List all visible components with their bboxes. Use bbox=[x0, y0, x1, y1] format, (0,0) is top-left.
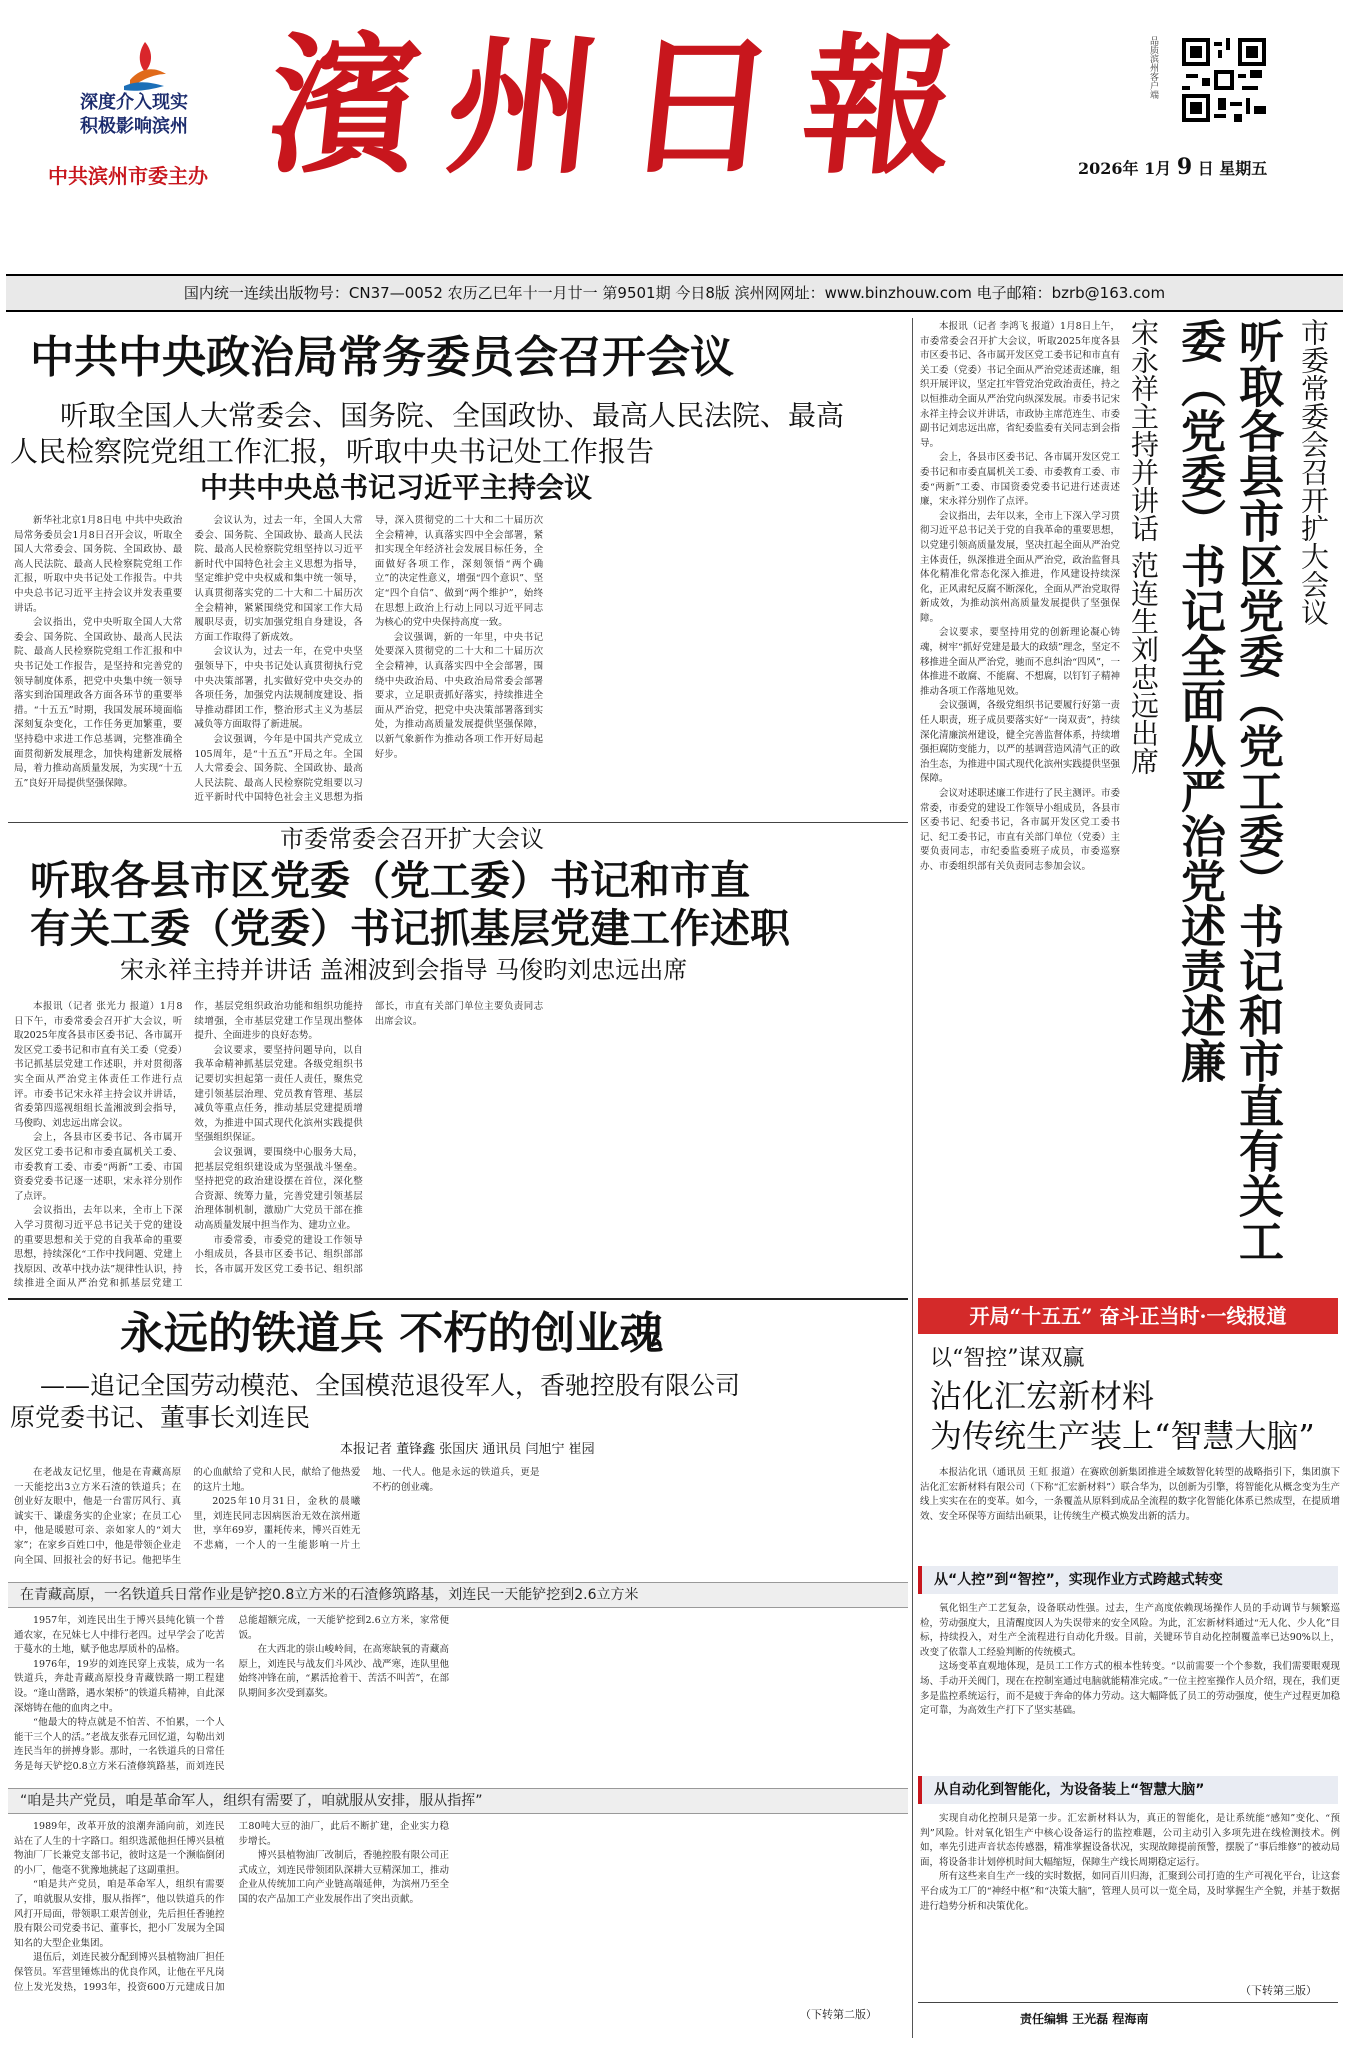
newspaper-title: 濱州日報 bbox=[260, 19, 992, 195]
masthead-rule-bottom bbox=[6, 310, 1343, 312]
article3-section-2-body bbox=[920, 1812, 1340, 1980]
paragraph: 会议指出，去年以来，全市上下深入学习贯彻习近平总书记关于党的建设的重要思想和关于党的自我革命的重要思想，持续深化“工作中找问题、党建上找原因、改革中找办法”规律性认识，持续推进全面从严治党和抓基层党建工作，基层党组织政治功能和组织功能持续增强，全市基层党建工作呈现出整体提升、全面进步的良好态势。 bbox=[14, 1001, 363, 1290]
paragraph: 在大西北的崇山峻岭间，在高寒缺氧的青藏高原上，刘连民与战友们斗风沙、战严寒，连队里他始终冲锋在前，“累活抢着干、苦活不叫苦”，在部队期间多次受到嘉奖。 bbox=[238, 1644, 449, 1699]
right-feature-headline: 听取各县市区党委（党工委）书记和市直有关工委（党委）书记全面从严治党述责述廉 bbox=[1173, 318, 1284, 1263]
series-banner-text: 开局“十五五” 奋斗正当时·一线报道 bbox=[969, 1304, 1287, 1328]
paragraph: 1957年，刘连民出生于博兴县纯化镇一个普通农家，在兄妹七人中排行老四。过早学会了吃苦于蔓水的土地，赋予他忠厚质朴的品格。 bbox=[14, 1615, 225, 1656]
article3-headline-1: 沾化汇宏新材料 bbox=[930, 1377, 1155, 1415]
article2-columns bbox=[14, 1000, 904, 1292]
article3-kicker: 以“智控”谋双赢 bbox=[930, 1346, 1085, 1371]
article3-section-2: 从自动化到智能化，为设备装上“智慧大脑” bbox=[918, 1776, 1338, 1804]
paragraph: “咱是共产党员，咱是革命军人，组织有需要了，咱就服从安排，服从指挥”，他以铁道兵的作风打开局面，带领职工艰苦创业，先后担任香驰控股有限公司党委书记、董事长，把小厂发展为全国知名的大型企业集团。 bbox=[14, 1879, 225, 1949]
qr-caption: 品质滨州客户端 bbox=[1148, 36, 1158, 99]
qr-code bbox=[1182, 38, 1266, 122]
article3-section1-paragraph: 这场变革直观地体现，是员工工作方式的根本性转变。“以前需要一个个参数，我们需要眼观现场、手动开关阀门，现在在控制室通过电脑就能精准完成。”一位主控室操作人员介绍，现在，我们更多是监控系统运行，而不是疲于奔命的体力劳动。这大幅降低了员工的劳动强度，使生产过程更加稳定可靠，为高效生产打下了坚实基础。 bbox=[920, 1661, 1340, 1717]
rule-article2-bottom bbox=[8, 1298, 908, 1300]
paragraph: 会议认为，过去一年，在党中央坚强领导下，中央书记处认真贯彻执行党中央决策部署，扎实做好党中央交办的各项任务，加强党内法规制度建设、指导推动群团工作，整治形式主义为基层减负等方面取得了新进展。 bbox=[194, 646, 363, 731]
article4-quote-2: “咱是共产党员，咱是革命军人，组织有需要了，咱就服从安排，服从指挥” bbox=[8, 1788, 908, 1814]
info-bar: 国内统一连续出版物号：CN37—0052 农历乙巳年十一月廿一 第9501期 今日8版 滨州网网址：www.binzhouw.com 电子邮箱：bzrb@163.com bbox=[6, 276, 1343, 310]
paragraph: 会议指出，去年以来，全市上下深入学习贯彻习近平总书记关于党的自我革命的重要思想，以党建引领高质量发展，坚决扛起全面从严治党主体责任，纵深推进全面从严治党，政治监督具体化精准化常态化深入推进，作风建设持续深化，正风肃纪反腐不断深化，全面从严治党取得新成效，为推动滨州高质量发展提供了坚强保障。 bbox=[920, 510, 1120, 624]
paragraph: 会议认为，过去一年，全国人大常委会、国务院、全国政协、最高人民法院、最高人民检察院党组坚持以习近平新时代中国特色社会主义思想为指导，坚定维护党中央权威和集中统一领导，认真贯彻落实党的二十大和二十届历次全会精神，紧紧围绕党和国家工作大局履职尽责，切实加强党组自身建设，各方面工作取得了新成效。 bbox=[194, 515, 363, 643]
article4-subhead-2: 原党委书记、董事长刘连民 bbox=[10, 1403, 311, 1432]
paragraph: 会上，各县市区委书记、各市属开发区党工委书记和市委直属机关工委、市委教育工委、市委“两新”工委、市国资委党委书记逐一述职，宋永祥分别作了点评。 bbox=[14, 1132, 183, 1202]
paragraph: 会议强调，新的一年里，中央书记处要深入贯彻党的二十大和二十届历次全会精神，认真落实四中全会部署，围绕中央政治局、中央政治局常委会部署要求，立足职责抓好落实，持续推进全面从严治党，把党中央决策部署落到实处，为推动高质量发展提供坚强保障，以新气象新作为推动各项工作开好局起好步。 bbox=[374, 631, 544, 760]
article3-section1-paragraph: 氧化铝生产工艺复杂，设备联动性强。过去，生产高度依赖现场操作人员的手动调节与频繁巡检，劳动强度大，且清醒度因人为失误带来的安全风险。为此，汇宏新材料通过“无人化、少人化”目标，持续投入，对生产全流程进行自动化升级。目前，关键环节自动化控制覆盖率已达90%以上，改变了依靠人工经验判断的传统模式。 bbox=[920, 1603, 1340, 1658]
paragraph: 退伍后，刘连民被分配到博兴县植物油厂担任保管员。军营里锤炼出的优良作风，让他在平凡岗位上发光发热，1993年，投资600万元建成日加工80吨大豆的油厂，此后不断扩建，企业实力稳步增长。 bbox=[14, 1821, 449, 1993]
article4-subhead-1: ——追记全国劳动模范、全国模范退役军人，香驰控股有限公司 bbox=[40, 1371, 741, 1400]
paragraph: 会议强调，各级党组织书记要履行好第一责任人职责，班子成员要落实好“一岗双责”，持续深化清廉滨州建设，健全完善监督体系，持续增强拒腐防变能力，以严的基调营造风清气正的政治生态，为推进中国式现代化滨州实践提供坚强保障。 bbox=[920, 700, 1120, 785]
date-weekday: 日 星期五 bbox=[1197, 159, 1268, 178]
date-year: 2026年 bbox=[1078, 159, 1139, 178]
paragraph: 会议对述职述廉工作进行了民主测评。市委常委，市委党的建设工作领导小组成员，各县市区委书记、纪委书记，各市属开发区党工委书记、纪工委书记，市直有关部门单位（党委）主要负责同志，市纪委监委班子成员，市委巡察办、市委组织部有关负责同志参加会议。 bbox=[920, 788, 1120, 872]
article4-columns-3 bbox=[14, 1820, 898, 2002]
right-feature-sub: 宋永祥主持并讲话 范连生刘忠远出席 bbox=[1127, 318, 1160, 775]
article4-byline: 本报记者 董锋鑫 张国庆 通讯员 闫旭宁 崔园 bbox=[340, 1442, 595, 1457]
paragraph: 本报讯（记者 李鸿飞 报道）1月8日上午，市委常委会召开扩大会议，听取2025年度各县市区委书记、各市属开发区党工委书记和市直有关工委（党委）书记全面从严治党述责述廉，组织开展评议，坚定扛牢管党治党政治责任，持之以恒推动全面从严治党向纵深发展。市委书记宋永祥主持会议并讲话，市政协主席范连生、市委副书记刘忠远出席，省纪委监委有关同志到会指导。 bbox=[920, 321, 1120, 449]
right-feature-kicker: 市委常委会召开扩大会议 bbox=[1297, 318, 1330, 626]
paragraph: 会议强调，要围绕中心服务大局，把基层党组织建设成为坚强战斗堡垒。坚持把党的政治建设摆在首位，深化整合资源、统筹力量，完善党建引领基层治理体制机制，激励广大党员干部在推动高质量发展中担当作为、建功立业。 bbox=[194, 1146, 363, 1231]
article2-subhead: 宋永祥主持并讲话 盖湘波到会指导 马俊昀刘忠远出席 bbox=[120, 956, 688, 984]
paragraph: 会议要求，要坚持问题导向，以自我革命精神抓基层党建。各级党组织书记要切实担起第一责任人责任，聚焦党建引领基层治理、党员教育管理、基层减负等重点任务，推动基层党建提质增效，为推进中国式现代化滨州实践提供坚强组织保证。 bbox=[194, 1044, 363, 1144]
paragraph: 会议指出，党中央听取全国人大常委会、国务院、全国政协、最高人民法院、最高人民检察院党组工作汇报和中央书记处工作报告，是坚持和完善党的领导制度体系，把党中央集中统一领导落实到治国理政各方面各环节的重要举措。“十五五”时期，我国发展环境面临深刻复杂变化，工作任务更加繁重，要坚持稳中求进工作总基调，完整准确全面贯彻新发展理念，加快构建新发展格局，着力推动高质量发展，为实现“十五五”良好开局提供坚强保障。 bbox=[14, 617, 183, 789]
article3-section2-paragraph: 实现自动化控制只是第一步。汇宏新材料认为，真正的智能化，是让系统能“感知”变化、“预判”风险。针对氧化铝生产中核心设备运行的监控难题，公司主动引入多项先进在线检测技术。例如，率先引进声音状态传感器，精准掌握设备状况，实现故障提前预警，摆脱了“事后维修”的被动局面，将设备非计划停机时间大幅缩短，保障生产线长周期稳定运行。 bbox=[920, 1813, 1340, 1868]
article2-headline-1: 听取各县市区党委（党工委）书记和市直 bbox=[30, 857, 750, 904]
paragraph: 1989年，改革开放的浪潮奔涌向前，刘连民站在了人生的十字路口。组织选派他担任博兴县植物油厂厂长兼党支部书记，彼时这是一个濒临倒闭的小厂，他毫不犹豫地挑起了这副重担。 bbox=[14, 1821, 225, 1876]
lead-subhead-2: 人民检察院党组工作汇报，听取中央书记处工作报告 bbox=[10, 435, 655, 468]
article3-section-1-body bbox=[920, 1602, 1340, 1768]
article3-section2-paragraph: 所有这些来自生产一线的实时数据，如同百川归海，汇聚到公司打造的生产可视化平台，让这套平台成为工厂的“神经中枢”和“决策大脑”，管理人员可以一览全局，及时掌握生产全貌，并基于数据进行趋势分析和决策优化。 bbox=[920, 1871, 1340, 1912]
right-feature-column bbox=[920, 320, 1120, 1290]
lead-subhead-3: 中共中央总书记习近平主持会议 bbox=[200, 471, 593, 504]
paragraph: 1976年，19岁的刘连民穿上戎装，成为一名铁道兵，奔赴青藏高原投身青藏铁路一期工程建设。“逢山凿路，遇水架桥”的铁道兵精神，自此深深熔铸在他的血肉之中。 bbox=[14, 1658, 225, 1714]
article4-quote-1: 在青藏高原，一名铁道兵日常作业是铲挖0.8立方米的石渣修筑路基，刘连民一天能铲挖到2.6立方米 bbox=[8, 1582, 908, 1608]
article3-turn: （下转第三版） bbox=[1240, 1984, 1317, 1997]
paragraph: 本报讯（记者 张光力 报道）1月8日下午，市委常委会召开扩大会议，听取2025年度各县市区委书记、各市属开发区党工委书记和市直有关工委（党委）书记抓基层党建工作述职，并对贯彻落实全面从严治党主体责任工作进行点评。市委书记宋永祥主持会议并讲话，省委第四巡视组组长盖湘波到会指导，马俊昀、刘忠远出席会议。 bbox=[14, 1001, 183, 1129]
date-month: 1月 bbox=[1144, 159, 1172, 178]
paragraph: 新华社北京1月8日电 中共中央政治局常务委员会1月8日召开会议，听取全国人大常委会、国务院、全国政协、最高人民法院、最高人民检察院党组工作汇报，听取中央书记处工作报告。中共中央总书记习近平主持会议并发表重要讲话。 bbox=[14, 515, 183, 614]
column-divider bbox=[912, 318, 913, 1298]
article2-headline-2: 有关工委（党委）书记抓基层党建工作述职 bbox=[30, 905, 790, 952]
paragraph: 博兴县植物油厂改制后，香驰控股有限公司正式成立，刘连民带领团队深耕大豆精深加工，推动企业从传统加工向产业链高端延伸，为滨州乃至全国的农产品加工产业发展作出了突出贡献。 bbox=[238, 1850, 449, 1905]
issue-date bbox=[1078, 154, 1267, 180]
footer-editors: 责任编辑 王光磊 程海南 bbox=[1020, 2012, 1149, 2026]
article3-headline-2: 为传统生产装上“智慧大脑” bbox=[930, 1417, 1315, 1455]
paragraph: 会上，各县市区委书记、各市属开发区党工委书记和市委直属机关工委、市委教育工委、市委“两新”工委、市国资委党委书记进行述责述廉，宋永祥分别作了点评。 bbox=[920, 452, 1120, 508]
article4-headline: 永远的铁道兵 不朽的创业魂 bbox=[120, 1308, 664, 1359]
paragraph: 在老战友记忆里，他是在青藏高原一天能挖出3立方米石渣的铁道兵；在创业好友眼中，他是一台雷厉风行、真诚实干、谦虚务实的企业家；在员工心中，他是暖慰可亲、亲如家人的“刘大家”；在家乡百姓口中，他是带领企业走向全国、回报社会的好书记。他把毕生的心血献给了党和人民，献给了他热爱的这片土地。 bbox=[14, 1467, 361, 1566]
lead-headline: 中共中央政治局常务委员会召开会议 bbox=[30, 332, 734, 383]
article3-intro bbox=[920, 1466, 1340, 1560]
article2-kicker: 市委常委会召开扩大会议 bbox=[280, 825, 544, 853]
slogan-line-1: 深度介入现实 bbox=[80, 92, 188, 113]
paragraph: 2025年10月31日，金秋的晨曦里，刘连民同志因病医治无效在滨州逝世，享年69岁，噩耗传来，博兴百姓无不悲痛，一个人的一生能影响一片土地、一代人。他是永远的铁道兵，更是不朽的创业魂。 bbox=[193, 1467, 540, 1551]
masthead bbox=[0, 0, 1349, 205]
paragraph: 会议强调，今年是中国共产党成立105周年，是“十五五”开局之年。全国人大常委会、国务院、全国政协、最高人民法院、最高人民检察院党组要以习近平新时代中国特色社会主义思想为指导，深入贯彻党的二十大和二十届历次全会精神，认真落实四中全会部署，紧扣实现全年经济社会发展目标任务，全面做好各项工作，深刻领悟“两个确立”的决定性意义，增强“四个意识”、坚定“四个自信”、做到“两个维护”，始终在思想上政治上行动上同以习近平同志为核心的党中央保持高度一致。 bbox=[194, 515, 544, 804]
newspaper-logo bbox=[120, 40, 170, 92]
paragraph: 市委常委，市委党的建设工作领导小组成员，各县市区委书记、组织部部长，各市属开发区党工委书记、组织部部长，市直有关部门单位主要负责同志出席会议。 bbox=[194, 1001, 544, 1275]
footer-rule bbox=[918, 2002, 1338, 2003]
article3-intro-paragraph: 本报沾化讯（通讯员 王虹 报道）在赛欧创新集团推进全域数智化转型的战略指引下，集团旗下沾化汇宏新材料有限公司（下称“汇宏新材料”）联合华为，以创新为引擎，将智能化从概念变为生产线上实实在在的变革。如今，一条覆盖从原料到成品全流程的数字化智能化体系已然成型，在提质增效、安全环保等方面结出硕果，让传统生产模式焕发出新的活力。 bbox=[920, 1467, 1340, 1522]
article4-turn: （下转第二版） bbox=[800, 2008, 877, 2021]
article3-section-1: 从“人控”到“智控”，实现作业方式跨越式转变 bbox=[918, 1566, 1338, 1594]
article4-columns-2 bbox=[14, 1614, 898, 1782]
date-day: 9 bbox=[1176, 154, 1193, 180]
column-divider-lower bbox=[912, 1298, 913, 2038]
lead-columns bbox=[14, 514, 904, 814]
paragraph: “他最大的特点就是不怕苦、不怕累，一个人能干三个人的活。”老战友张春元回忆道，勾勒出刘连民当年的拼搏身影。那时，一名铁道兵的日常任务是每天铲挖0.8立方米石渣修筑路基，而刘连民总能超额完成，一天能铲挖到2.6立方米，家常便饭。 bbox=[14, 1615, 449, 1772]
series-banner bbox=[918, 1298, 1338, 1334]
sponsor-label: 中共滨州市委主办 bbox=[48, 164, 208, 188]
slogan-line-2: 积极影响滨州 bbox=[80, 116, 188, 137]
paragraph: 会议要求，要坚持用党的创新理论凝心铸魂，树牢“抓好党建是最大的政绩”理念，坚定不移推进全面从严治党，驰而不息纠治“四风”，一体推进不敢腐、不能腐、不想腐，以钉钉子精神推动各项工作落地见效。 bbox=[920, 627, 1120, 697]
lead-subhead-1: 听取全国人大常委会、国务院、全国政协、最高人民法院、最高 bbox=[60, 399, 845, 432]
article4-columns-1 bbox=[14, 1466, 898, 1576]
